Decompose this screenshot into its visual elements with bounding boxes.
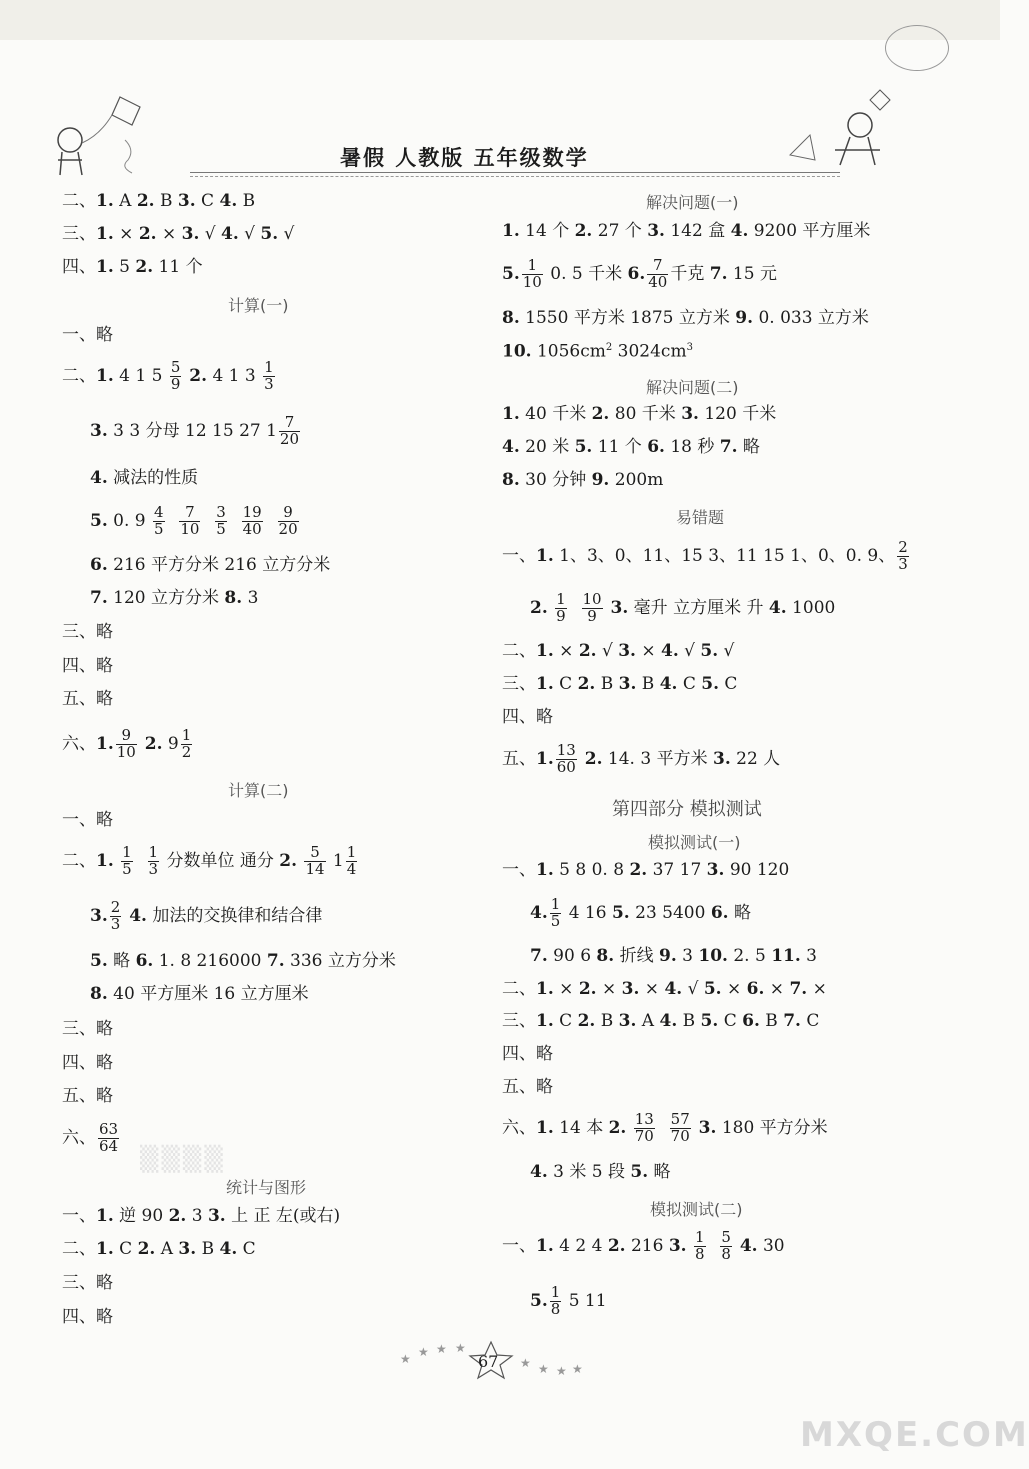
fraction: $\frac{7}{10}$ (180, 503, 200, 538)
answer-line: 一、略 (62, 325, 113, 345)
star-icon: ★ (572, 1362, 583, 1376)
answer-line: 7. 120 立方分米 8. 3 (90, 588, 259, 608)
answer-line: 四、略 (502, 1044, 553, 1064)
answer-line: 五、略 (62, 689, 113, 709)
answer-line: 5. 略 6. 1. 8 216000 7. 336 立方分米 (90, 951, 396, 971)
answer-line: 一、1. 4 2 4 2. 216 3. $\frac{1}{8}$ $\frac{5}{8}$ 4. 30 (502, 1228, 785, 1263)
fraction: $\frac{10}{9}$ (582, 590, 602, 625)
answer-line: 五、1. $\frac{13}{60}$ 2. 14. 3 平方米 3. 22 人 (502, 741, 781, 776)
answer-line: 二、1. C 2. A 3. B 4. C (62, 1239, 256, 1259)
section-title: 解决问题(一) (646, 193, 739, 212)
star-icon: ★ (400, 1352, 411, 1366)
fraction: $\frac{5}{9}$ (170, 358, 181, 393)
header-rule (190, 172, 840, 173)
answer-line: 7. 90 6 8. 折线 9. 3 10. 2. 5 11. 3 (530, 946, 817, 966)
answer-line: 一、1. 逆 90 2. 3 3. 上 正 左(或右) (62, 1206, 341, 1226)
page-header-title: 暑假 人教版 五年级数学 (340, 146, 589, 170)
answer-line: 四、略 (62, 1053, 113, 1073)
answer-line: 4. $\frac{1}{5}$ 4 16 5. 23 5400 6. 略 (530, 895, 751, 930)
star-icon: ★ (520, 1356, 531, 1370)
fraction: $\frac{9}{10}$ (116, 726, 136, 761)
fraction: $\frac{1}{8}$ (550, 1283, 561, 1318)
answer-line: 三、1. C 2. B 3. A 4. B 5. C 6. B 7. C (502, 1011, 820, 1031)
star-icon: ★ (436, 1342, 447, 1356)
answer-line: 1. 40 千米 2. 80 千米 3. 120 千米 (502, 404, 777, 424)
fraction: $\frac{2}{3}$ (110, 898, 121, 933)
fraction: $\frac{1}{5}$ (122, 843, 132, 878)
answer-line: 3. 3 3 分母 12 15 27 1 $\frac{7}{20}$ (90, 413, 300, 448)
fraction: $\frac{1}{10}$ (522, 256, 542, 291)
fraction: $\frac{1}{3}$ (148, 843, 159, 878)
star-icon: ★ (418, 1345, 429, 1359)
section-title: 计算(一) (228, 296, 289, 315)
answer-line: 三、略 (62, 1019, 113, 1039)
answer-line: 三、1. × 2. × 3. √ 4. √ 5. √ (62, 224, 295, 244)
answer-line: 4. 3 米 5 段 5. 略 (530, 1162, 671, 1182)
answer-line: 4. 减法的性质 (90, 468, 199, 488)
part-title: 第四部分 模拟测试 (612, 799, 762, 820)
section-title: 模拟测试(一) (648, 833, 741, 852)
answer-line: 5. $\frac{1}{10}$ 0. 5 千米 6. $\frac{7}{40}$ 千克 7. 15 元 (502, 256, 777, 291)
fraction: $\frac{9}{20}$ (278, 503, 298, 538)
section-title: 模拟测试(二) (650, 1200, 743, 1219)
answer-line: 五、略 (62, 1086, 113, 1106)
section-title: 计算(二) (228, 781, 289, 800)
page-number: 67 (478, 1352, 499, 1371)
kid-kite-illustration (40, 85, 170, 180)
fraction: $\frac{5}{8}$ (721, 1228, 731, 1263)
answer-line: 8. 1550 平方米 1875 立方米 9. 0. 033 立方米 (502, 308, 869, 328)
faint-watermark: ▒▒▒▒ (140, 1145, 226, 1173)
answer-line: 二、1. 4 1 5 $\frac{5}{9}$ 2. 4 1 3 $\frac{1}{3}$ (62, 358, 274, 393)
answer-line: 四、略 (62, 656, 113, 676)
answer-line: 三、略 (62, 1273, 113, 1293)
answer-line: 二、1. $\frac{1}{5}$ $\frac{1}{3}$ 分数单位 通分 2. $\frac{5}{14}$ 1 $\frac{1}{4}$ (62, 843, 357, 878)
answer-line: 一、1. 5 8 0. 8 2. 37 17 3. 90 120 (502, 860, 790, 880)
fraction: $\frac{1}{9}$ (556, 590, 566, 625)
fraction: $\frac{5}{14}$ (305, 843, 325, 878)
fraction: $\frac{1}{8}$ (695, 1228, 705, 1263)
answer-line: 四、1. 5 2. 11 个 (62, 257, 203, 277)
answer-line: 5. 0. 9 $\frac{4}{5}$ $\frac{7}{10}$ $\frac{3}{5}$ $\frac{19}{40}$ $\frac{9}{20}$ (90, 503, 298, 538)
fraction: $\frac{63}{64}$ (99, 1120, 119, 1155)
fraction: $\frac{13}{60}$ (556, 741, 576, 776)
section-title: 统计与图形 (226, 1178, 307, 1197)
top-band (0, 0, 1000, 40)
answer-line: 四、略 (62, 1307, 113, 1327)
fraction: $\frac{57}{70}$ (670, 1110, 690, 1145)
fraction: $\frac{7}{20}$ (279, 413, 300, 448)
answer-line: 五、略 (502, 1077, 553, 1097)
answer-line: 8. 30 分钟 9. 200m (502, 470, 664, 490)
answer-line: 四、略 (502, 707, 553, 727)
fraction: $\frac{13}{70}$ (634, 1110, 654, 1145)
answer-line: 二、1. × 2. × 3. × 4. √ 5. × 6. × 7. × (502, 979, 827, 999)
kid-pinwheel-illustration (780, 85, 900, 175)
stamp-logo (885, 25, 949, 71)
answer-line: 10. $1056cm^2$ $3024cm^3$ (502, 341, 693, 362)
fraction: $\frac{19}{40}$ (242, 503, 262, 538)
header-rule-dashed (190, 176, 840, 177)
answer-line: 六、1. $\frac{9}{10}$ 2. 9 $\frac{1}{2}$ (62, 726, 192, 761)
star-icon: ★ (455, 1341, 466, 1355)
answer-line: 六、 $\frac{63}{64}$ (62, 1120, 119, 1155)
fraction: $\frac{1}{2}$ (181, 726, 192, 761)
section-title: 解决问题(二) (646, 378, 739, 397)
fraction: $\frac{1}{4}$ (346, 843, 357, 878)
fraction: $\frac{1}{3}$ (264, 358, 274, 393)
site-watermark: MXQE.COM (800, 1415, 1029, 1455)
answer-line: 6. 216 平方分米 216 立方分米 (90, 555, 331, 575)
answer-line: 1. 14 个 2. 27 个 3. 142 盒 4. 9200 平方厘米 (502, 221, 871, 241)
fraction: $\frac{1}{5}$ (550, 895, 561, 930)
fraction: $\frac{4}{5}$ (154, 503, 164, 538)
answer-line: 二、1. × 2. √ 3. × 4. √ 5. √ (502, 641, 735, 661)
fraction: $\frac{3}{5}$ (216, 503, 226, 538)
section-title: 易错题 (676, 508, 725, 527)
fraction: $\frac{2}{3}$ (898, 538, 908, 573)
star-icon: ★ (556, 1364, 567, 1378)
answer-line: 三、略 (62, 622, 113, 642)
answer-line: 3. $\frac{2}{3}$ 4. 加法的交换律和结合律 (90, 898, 323, 933)
answer-line: 8. 40 平方厘米 16 立方厘米 (90, 984, 309, 1004)
answer-line: 三、1. C 2. B 3. B 4. C 5. C (502, 674, 738, 694)
star-icon: ★ (538, 1362, 549, 1376)
answer-line: 六、1. 14 本 2. $\frac{13}{70}$ $\frac{57}{70}$ 3. 180 平方分米 (502, 1110, 828, 1145)
answer-line: 二、1. A 2. B 3. C 4. B (62, 191, 256, 211)
answer-line: 2. $\frac{1}{9}$ $\frac{10}{9}$ 3. 毫升 立方厘米 升 4. 1000 (530, 590, 836, 625)
answer-line: 4. 20 米 5. 11 个 6. 18 秒 7. 略 (502, 437, 760, 457)
answer-line: 5. $\frac{1}{8}$ 5 11 (530, 1283, 607, 1318)
fraction: $\frac{7}{40}$ (648, 256, 668, 291)
answer-line: 一、1. 1、3、0、11、15 3、11 15 1、0、0. 9、 $\frac{2}{3}$ (502, 538, 908, 573)
answer-line: 一、略 (62, 810, 113, 830)
